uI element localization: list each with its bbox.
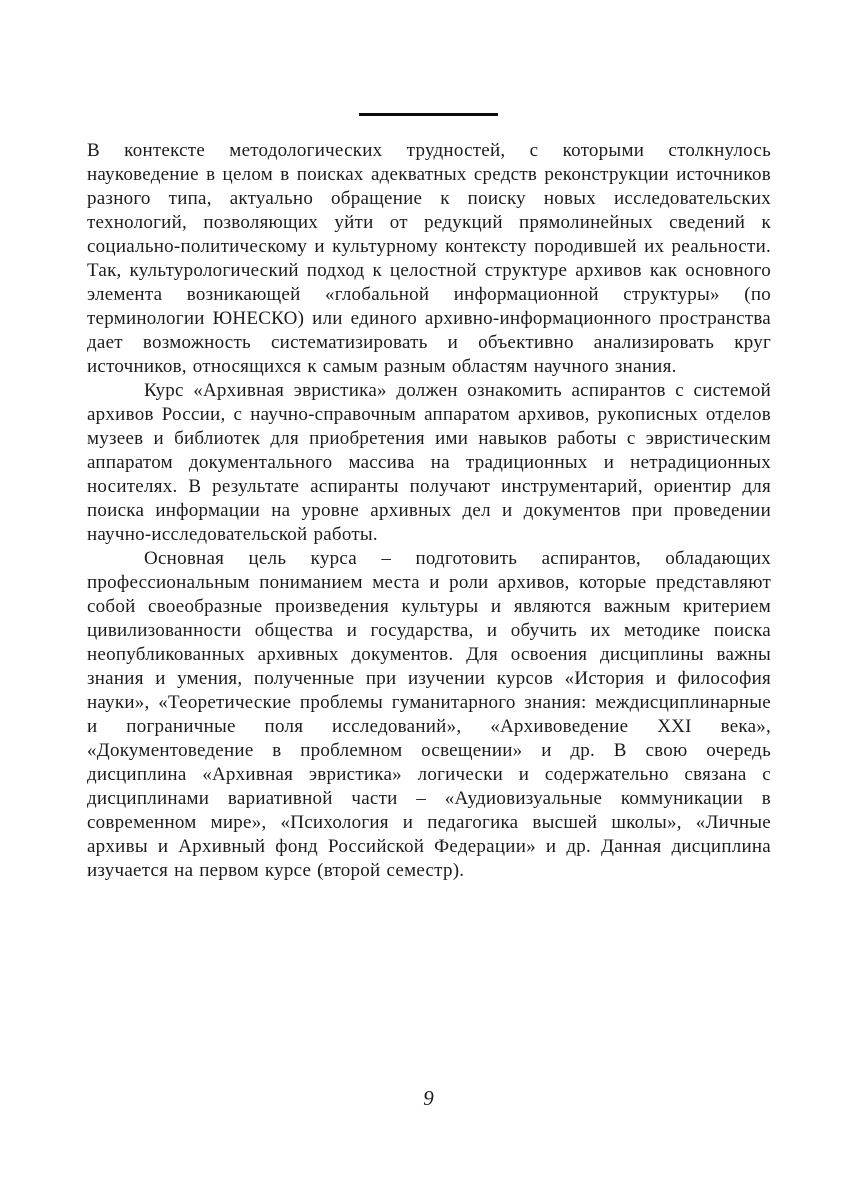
page-number: 9	[423, 1086, 434, 1110]
section-divider-rule	[359, 113, 498, 116]
text-block	[87, 139, 771, 883]
paragraph: Курс «Архивная эвристика» должен ознакомить аспирантов с системой архивов России, с научно-справочным аппаратом архивов, рукописных отделов музеев и библиотек для приобретения ими навыков работы с эвристическим аппаратом документального массива на традиционных и нетрадиционных носителях. В результате аспиранты получают инструментарий, ориентир для поиска информации на уровне архивных дел и документов при проведении научно-исследовательской работы.	[87, 380, 771, 545]
paragraph: Основная цель курса – подготовить аспирантов, обладающих профессиональным пониманием места и роли архивов, которые представляют собой своеобразные произведения культуры и являются важным критерием цивилизованности общества и государства, и обучить их методике поиска неопубликованных архивных документов. Для освоения дисциплины важны знания и умения, полученные при изучении курсов «История и философия науки», «Теоретические проблемы гуманитарного знания: междисциплинарные и пограничные поля исследований», «Архивоведение XXI века», «Документоведение в проблемном освещении» и др. В свою очередь дисциплина «Архивная эвристика» логически и содержательно связана с дисциплинами вариативной части – «Аудиовизуальные коммуникации в современном мире», «Психология и педагогика высшей школы», «Личные архивы и Архивный фонд Российской Федерации» и др. Данная дисциплина изучается на первом курсе (второй семестр).	[87, 548, 771, 881]
paragraph: В контексте методологических трудностей, с которыми столкнулось науковедение в целом в поисках адекватных средств реконструкции источников разного типа, актуально обращение к поиску новых исследовательских технологий, позволяющих уйти от редукций прямолинейных сведений к социально-политическому и культурному контексту породившей их реальности. Так, культурологический подход к целостной структуре архивов как основного элемента возникающей «глобальной информационной структуры» (по терминологии ЮНЕСКО) или единого архивно-информационного пространства дает возможность систематизировать и объективно анализировать круг источников, относящихся к самым разным областям научного знания.	[87, 140, 771, 377]
